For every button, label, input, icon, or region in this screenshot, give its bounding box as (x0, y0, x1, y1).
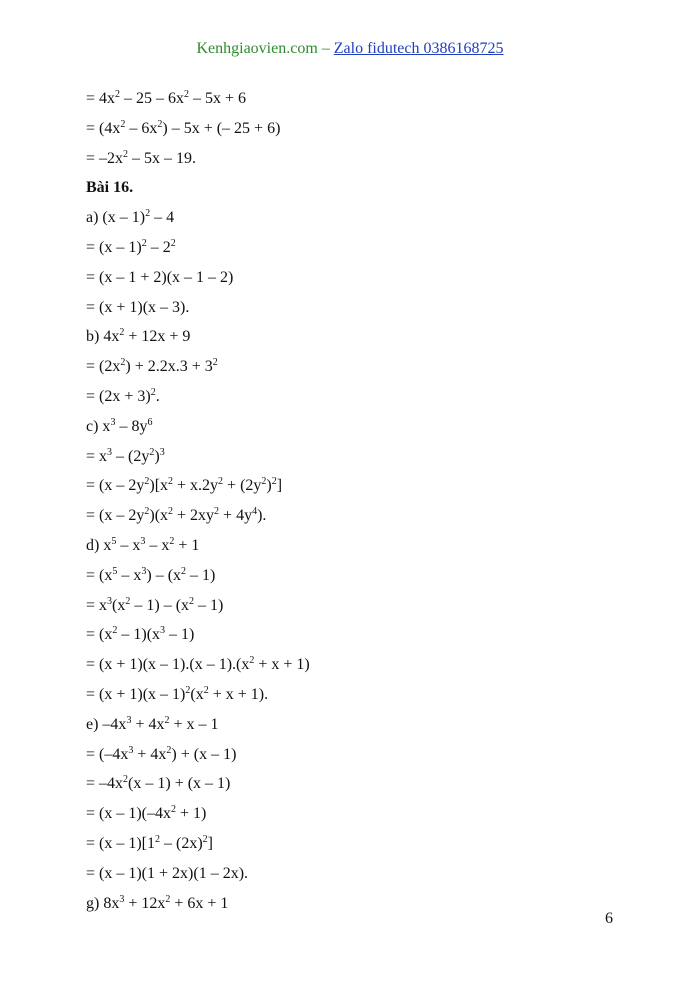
math-text: = x (86, 447, 108, 465)
math-text: – 1) (186, 566, 216, 584)
math-text: – (2x) (160, 834, 203, 852)
math-line (86, 501, 646, 531)
math-text: . (155, 387, 160, 405)
exponent: 2 (166, 744, 172, 756)
math-text: – x (145, 536, 170, 554)
exponent: 2 (171, 804, 177, 816)
math-text: + 6x + 1 (170, 894, 229, 912)
exponent: 2 (145, 208, 151, 220)
math-text: – 4 (150, 209, 175, 227)
math-line (86, 680, 646, 710)
exponent: 2 (184, 89, 190, 100)
math-text: – 1) (165, 626, 195, 644)
exponent: 2 (261, 476, 267, 488)
math-text: = (2x (86, 358, 121, 376)
exponent: 2 (181, 565, 187, 577)
math-line (86, 352, 646, 382)
math-text: = (–4x (86, 745, 129, 763)
math-text: = –2x (86, 149, 124, 167)
math-text: e) –4x (86, 715, 127, 733)
exponent: 2 (157, 118, 163, 130)
exponent: 5 (112, 565, 118, 577)
math-text: – 8y (115, 417, 148, 435)
math-line (86, 561, 646, 591)
math-text: + 2xy (173, 507, 215, 525)
exponent: 3 (140, 535, 146, 547)
page-header (0, 40, 700, 58)
exponent: 3 (141, 565, 147, 577)
exponent: 5 (111, 535, 117, 547)
exponent: 2 (249, 655, 255, 667)
math-text: + 4y (219, 507, 253, 525)
math-text: = (x – 1 + 2)(x – 1 – 2) (86, 268, 234, 286)
math-text: = (x – 2y (86, 507, 145, 525)
exponent: 3 (160, 625, 166, 637)
zalo-contact-link[interactable]: Zalo fidutech 0386168725 (333, 40, 504, 57)
math-text: = (4x (86, 119, 121, 137)
math-text: = (x + 1)(x – 1).(x – 1).(x (86, 656, 250, 674)
math-text: = (x (86, 566, 113, 584)
math-text: – 1) – (x (130, 596, 190, 614)
exponent: 2 (120, 357, 126, 369)
math-text: – 2 (146, 238, 171, 256)
math-text: – x (117, 566, 142, 584)
math-line (86, 114, 646, 144)
math-line (86, 591, 646, 621)
exponent: 2 (150, 386, 156, 398)
math-line (86, 144, 646, 174)
exponent: 2 (218, 476, 224, 488)
math-text: a) (x – 1) (86, 209, 146, 227)
math-text: = (x – 1) (86, 238, 142, 256)
math-line (86, 859, 646, 889)
math-text: = (x – 1)(–4x (86, 805, 172, 823)
math-line (86, 203, 646, 233)
exponent: 2 (202, 833, 208, 845)
math-text: ] (207, 834, 213, 852)
exponent: 4 (252, 506, 258, 518)
math-text: = (x + 1)(x – 1) (86, 685, 186, 703)
math-line (86, 293, 646, 323)
exponent: 2 (203, 684, 209, 696)
math-line (86, 382, 646, 412)
exponent: 2 (141, 237, 147, 249)
math-text: + 1 (174, 536, 200, 554)
exponent: 3 (128, 744, 134, 756)
site-link[interactable]: Kenhgiaovien.com (196, 40, 318, 57)
exponent: 2 (120, 118, 126, 130)
solution-body (86, 84, 646, 918)
math-line (86, 740, 646, 770)
exponent: 3 (107, 595, 113, 607)
math-text: ) + (x – 1) (171, 745, 237, 763)
math-text: – 5x + 6 (189, 90, 247, 107)
math-text: – 25 – 6x (120, 90, 185, 107)
header-separator: – (317, 40, 334, 57)
math-text: + x + 1). (208, 685, 269, 703)
exponent: 3 (110, 416, 116, 428)
exponent: 2 (214, 506, 220, 518)
math-text: ] (276, 477, 283, 495)
math-text: ) + 2.2x.3 + 3 (125, 358, 213, 376)
math-text: b) 4x (86, 328, 120, 346)
exponent: 2 (144, 506, 150, 518)
math-text: = (x – 1)(1 + 2x)(1 – 2x). (86, 864, 249, 882)
math-text: = –4x (86, 775, 124, 793)
math-text: (x (112, 596, 126, 614)
exponent: 2 (212, 357, 218, 369)
math-text: = 4x (86, 90, 116, 107)
exponent: 2 (170, 237, 176, 249)
math-text: ) – 5x + (– 25 + 6) (162, 119, 281, 137)
exponent: 2 (169, 535, 175, 547)
math-line (86, 799, 646, 829)
exercise-heading (86, 173, 646, 203)
math-text: )(x (149, 507, 169, 525)
math-text: + 4x (131, 715, 165, 733)
math-text: ) (266, 477, 272, 495)
math-text: = (x – 1)[1 (86, 834, 156, 852)
math-text: )[x (149, 477, 169, 495)
exponent: 2 (165, 893, 171, 905)
exponent: 2 (164, 714, 170, 726)
exponent: 2 (189, 595, 195, 607)
exponent: 2 (168, 476, 174, 488)
math-text: c) x (86, 417, 111, 435)
math-text: + x.2y (173, 477, 219, 495)
math-text: g) 8x (86, 894, 120, 912)
math-line (86, 769, 646, 799)
math-text: d) x (86, 536, 112, 554)
exponent: 2 (125, 595, 131, 607)
math-text: + 4x (133, 745, 167, 763)
exponent: 2 (112, 625, 118, 637)
math-line (86, 531, 646, 561)
math-text: ) – (x (146, 566, 182, 584)
exponent: 3 (119, 893, 125, 905)
math-text: + 12x (124, 894, 166, 912)
exponent: 6 (147, 416, 153, 428)
math-text: (x (190, 685, 204, 703)
math-text: = (x (86, 626, 113, 644)
math-text: ) (154, 447, 160, 465)
math-line (86, 710, 646, 740)
math-line (86, 233, 646, 263)
math-text: = (2x + 3) (86, 387, 151, 405)
math-line (86, 412, 646, 442)
math-line (86, 442, 646, 472)
exponent: 2 (123, 774, 129, 786)
math-text: Bài 16. (86, 179, 134, 197)
exponent: 2 (271, 476, 277, 488)
math-line (86, 322, 646, 352)
exponent: 2 (185, 684, 191, 696)
math-text: – 6x (125, 119, 158, 137)
math-line (86, 84, 646, 114)
exponent: 2 (155, 833, 161, 845)
math-line (86, 650, 646, 680)
exponent: 2 (115, 89, 121, 100)
math-text: = x (86, 596, 108, 614)
page-number: 6 (605, 910, 613, 927)
math-text: + 1) (176, 805, 207, 823)
math-line (86, 471, 646, 501)
math-text: = (x + 1)(x – 3). (86, 298, 190, 316)
math-text: = (x – 2y (86, 477, 145, 495)
exponent: 2 (123, 148, 129, 160)
math-line (86, 263, 646, 293)
math-text: – 5x – 19. (128, 149, 197, 167)
math-line (86, 889, 646, 919)
exponent: 3 (159, 446, 165, 458)
math-text: + x + 1) (254, 656, 310, 674)
math-text: – 1) (194, 596, 224, 614)
math-text: (x – 1) + (x – 1) (128, 775, 231, 793)
exponent: 2 (119, 327, 125, 339)
exponent: 2 (144, 476, 150, 488)
math-text: + 12x + 9 (124, 328, 191, 346)
exponent: 3 (126, 714, 132, 726)
math-text: ). (257, 507, 267, 525)
exponent: 3 (107, 446, 113, 458)
exponent: 2 (149, 446, 155, 458)
math-text: – (2y (112, 447, 150, 465)
math-line (86, 829, 646, 859)
math-text: + (2y (223, 477, 262, 495)
exponent: 2 (168, 506, 174, 518)
math-text: + x – 1 (169, 715, 219, 733)
math-text: – 1)(x (117, 626, 161, 644)
math-text: – x (116, 536, 141, 554)
math-line (86, 620, 646, 650)
